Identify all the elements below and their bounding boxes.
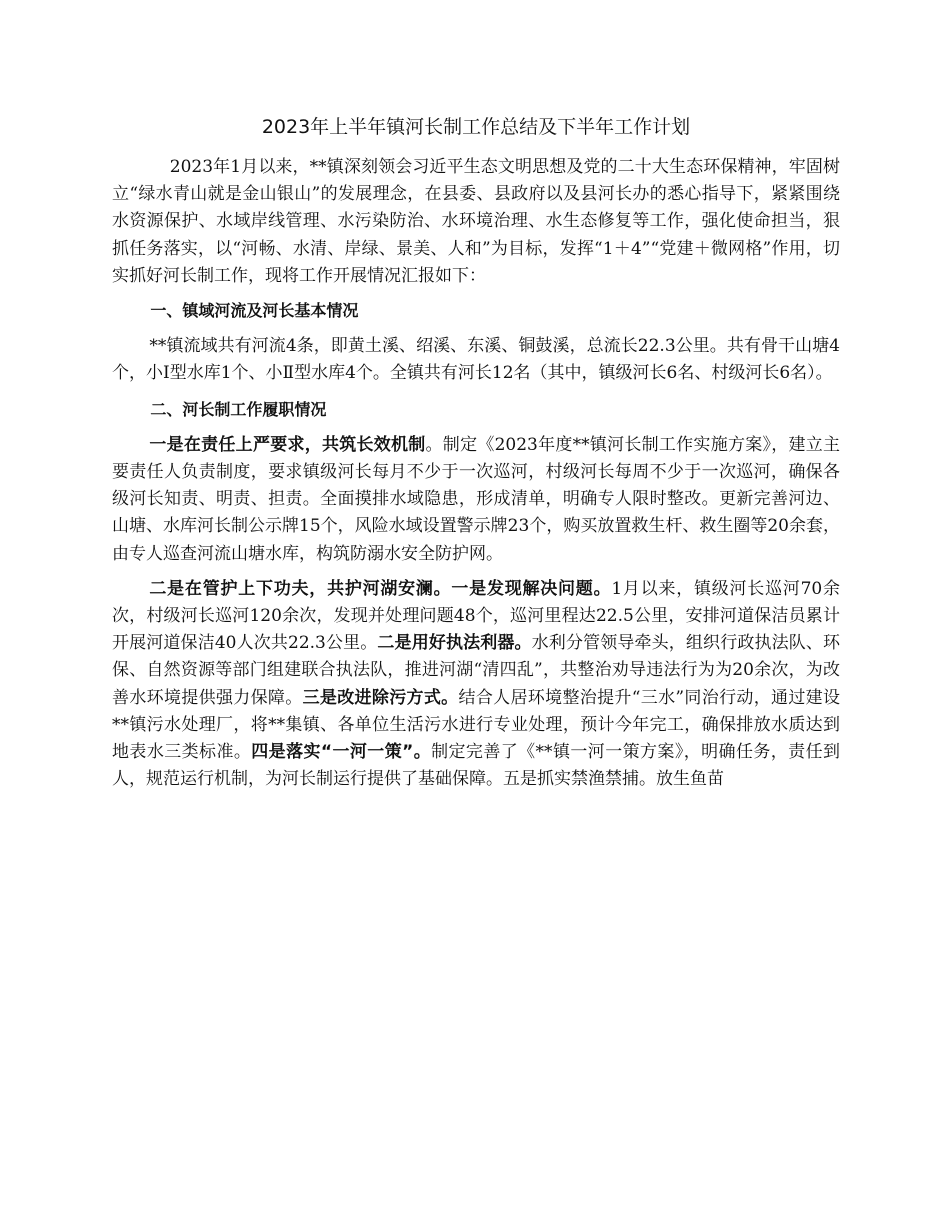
paragraph-2-text-2: 水利分管领导牵头，组织行政执法队、环保、自然资源等部门组建联合执法队，推进河湖“清四乱”，共整治劝导违法行为为20余次，为改善水环境提供强力保障。 — [112, 633, 841, 708]
paragraph-2-text-1: 1月以来，镇级河长巡河70余次，村级河长巡河120余次，发现并处理问题48个，巡河里程达22.5公里，安排河道保洁员累计开展河道保洁40人次共22.3公里。 — [112, 578, 840, 654]
paragraph-2-bold-4: 四是落实“一河一策”。 — [251, 742, 432, 763]
paragraph-2-bold-3: 三是改进除污方式。 — [302, 687, 459, 708]
section-1-body: **镇流域共有河流4条，即黄土溪、绍溪、东溪、铜鼓溪，总流长22.3公里。共有骨干山塘4个，小Ⅰ型水库1个、小Ⅱ型水库4个。全镇共有河长12名（其中，镇级河长6名、村级河长6名）。 — [112, 336, 840, 384]
document-title: 2023年上半年镇河长制工作总结及下半年工作计划 — [261, 116, 691, 138]
section-2-heading: 二、河长制工作履职情况 — [150, 399, 327, 419]
section-1-heading: 一、镇域河流及河长基本情况 — [150, 301, 359, 321]
document-page — [112, 112, 840, 801]
paragraph-1-body: 。制定《2023年度**镇河长制工作实施方案》，建立主要责任人负责制度，要求镇级河长每月不少于一次巡河，村级河长每周不少于一次巡河，确保各级河长知责、明责、担责。全面摸排水域隐患，形成清单，明确专人限时整改。更新完善河边、山塘、水库河长制公示牌15个，风险水域设置警示牌23个，购买放置救生杆、救生圈等20余套，由专人巡查河流山塘水库，构筑防溺水安全防护网。 — [112, 434, 841, 564]
section-2-paragraph-2 — [112, 576, 840, 794]
paragraph-2-lead: 二是在管护上下功夫，共护河湖安澜。一是发现解决问题。 — [149, 578, 612, 599]
paragraph-2-text-4: 制定完善了《**镇一河一策方案》，明确任务，责任到人，规范运行机制，为河长制运行提供了基础保障。五是抓实禁渔禁捕。放生鱼苗 — [112, 742, 840, 790]
paragraph-2-bold-2: 二是用好执法利器。 — [377, 633, 532, 654]
paragraph-2-text-3: 结合人居环境整治提升“三水”同治行动，通过建设**镇污水处理厂，将**集镇、各单位生活污水进行专业处理，预计今年完工，确保排放水质达到地表水三类标准。 — [112, 687, 841, 763]
paragraph-1-lead: 一是在责任上严要求，共筑长效机制 — [149, 434, 426, 455]
intro-paragraph: 2023年1月以来，**镇深刻领会习近平生态文明思想及党的二十大生态环保精神，牢固树立“绿水青山就是金山银山”的发展理念，在县委、县政府以及县河长办的悉心指导下，紧紧围绕水资源保护、水域岸线管理、水污染防治、水环境治理、水生态修复等工作，强化使命担当，狠抓任务落实，以“河畅、水清、岸绿、景美、人和”为目标，发挥“1＋4”“党建＋微网格”作用，切实抓好河长制工作，现将工作开展情况汇报如下： — [112, 157, 840, 286]
section-2-paragraph-1 — [112, 432, 840, 568]
